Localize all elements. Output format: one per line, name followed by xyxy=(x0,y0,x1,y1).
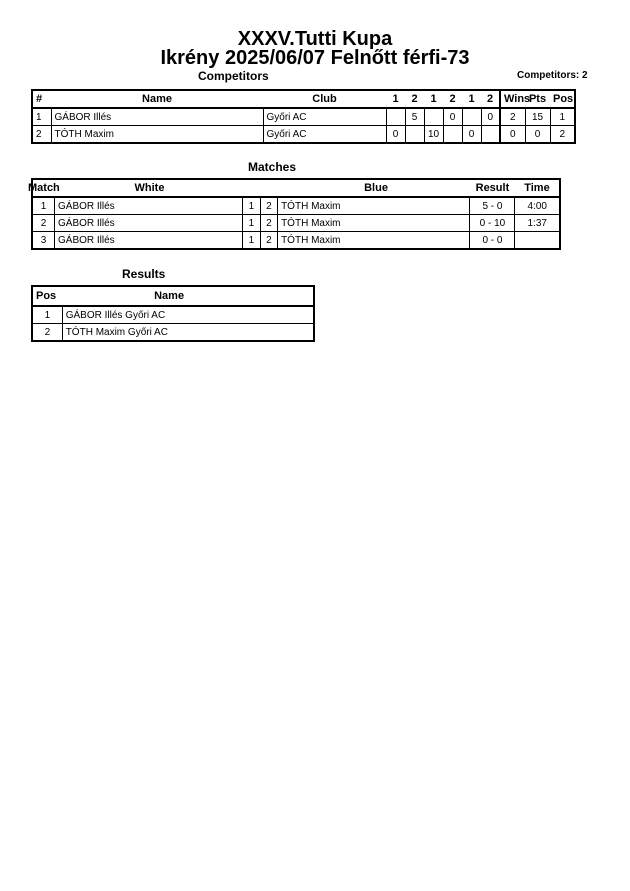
match-number: 2 xyxy=(32,215,55,232)
round-score xyxy=(386,108,405,126)
results-header-row xyxy=(32,286,314,306)
competitor-num: 2 xyxy=(32,126,51,144)
competitor-wins: 0 xyxy=(500,126,525,144)
white-competitor: GÁBOR Illés xyxy=(55,215,243,232)
match-time xyxy=(515,232,560,250)
col-header-club: Club xyxy=(263,90,386,108)
blue-competitor: TÓTH Maxim xyxy=(278,215,470,232)
round-score: 10 xyxy=(424,126,443,144)
round-score xyxy=(481,126,500,144)
match-result: 0 - 10 xyxy=(470,215,515,232)
table-row xyxy=(32,215,560,232)
competitor-wins: 2 xyxy=(500,108,525,126)
col-header-match: Match xyxy=(27,179,50,197)
col-header-round: 2 xyxy=(405,90,424,108)
competitor-name: TÓTH Maxim xyxy=(51,126,263,144)
competitors-heading: Competitors xyxy=(198,69,269,83)
white-competitor: GÁBOR Illés xyxy=(55,197,243,215)
table-row xyxy=(32,108,575,126)
match-number: 1 xyxy=(32,197,55,215)
competitors-count: Competitors: 2 xyxy=(517,70,588,81)
col-header-pos: Pos xyxy=(550,90,575,108)
result-pos: 1 xyxy=(32,306,62,324)
col-header-white: White xyxy=(55,179,278,197)
col-header-round: 1 xyxy=(386,90,405,108)
competitor-club: Győri AC xyxy=(263,108,386,126)
match-result: 5 - 0 xyxy=(470,197,515,215)
round-score: 0 xyxy=(443,108,462,126)
round-score: 0 xyxy=(481,108,500,126)
white-competitor: GÁBOR Illés xyxy=(55,232,243,250)
table-row xyxy=(32,324,314,342)
col-header-name: Name xyxy=(51,90,263,108)
round-score: 5 xyxy=(405,108,424,126)
blue-number: 2 xyxy=(260,232,277,250)
result-name: GÁBOR Illés Győri AC xyxy=(62,306,314,324)
matches-header-row xyxy=(32,179,560,197)
table-row xyxy=(32,306,314,324)
white-number: 1 xyxy=(243,232,260,250)
col-header-wins: Wins xyxy=(500,90,525,108)
competitor-club: Győri AC xyxy=(263,126,386,144)
page-subtitle: Ikrény 2025/06/07 Felnőtt férfi-73 xyxy=(160,47,470,69)
competitor-pts: 0 xyxy=(525,126,550,144)
round-score xyxy=(424,108,443,126)
blue-number: 2 xyxy=(260,215,277,232)
matches-heading: Matches xyxy=(248,160,297,174)
competitor-pos: 2 xyxy=(550,126,575,144)
col-header-pos: Pos xyxy=(32,286,62,306)
col-header-num: # xyxy=(32,90,51,108)
matches-table xyxy=(28,178,561,250)
round-score: 0 xyxy=(462,126,481,144)
competitors-table xyxy=(31,89,576,144)
col-header-time: Time xyxy=(515,179,560,197)
col-header-blue: Blue xyxy=(278,179,470,197)
competitor-name: GÁBOR Illés xyxy=(51,108,263,126)
col-header-round: 1 xyxy=(424,90,443,108)
round-score: 0 xyxy=(386,126,405,144)
competitor-pts: 15 xyxy=(525,108,550,126)
table-row xyxy=(32,232,560,250)
col-header-name: Name xyxy=(62,286,314,306)
match-result: 0 - 0 xyxy=(470,232,515,250)
competitors-header-row xyxy=(32,90,575,108)
match-time: 1:37 xyxy=(515,215,560,232)
table-row xyxy=(32,126,575,144)
col-header-pts: Pts xyxy=(525,90,550,108)
match-number: 3 xyxy=(32,232,55,250)
col-header-round: 2 xyxy=(443,90,462,108)
page-title: XXXV.Tutti Kupa xyxy=(237,28,393,50)
results-table xyxy=(31,285,315,342)
white-number: 1 xyxy=(243,215,260,232)
result-name: TÓTH Maxim Győri AC xyxy=(62,324,314,342)
blue-number: 2 xyxy=(260,197,277,215)
col-header-round: 1 xyxy=(462,90,481,108)
white-number: 1 xyxy=(243,197,260,215)
round-score xyxy=(443,126,462,144)
results-heading: Results xyxy=(122,267,166,281)
blue-competitor: TÓTH Maxim xyxy=(278,197,470,215)
blue-competitor: TÓTH Maxim xyxy=(278,232,470,250)
table-row xyxy=(32,197,560,215)
col-header-result: Result xyxy=(470,179,515,197)
competitor-num: 1 xyxy=(32,108,51,126)
col-header-round: 2 xyxy=(481,90,500,108)
competitor-pos: 1 xyxy=(550,108,575,126)
match-time: 4:00 xyxy=(515,197,560,215)
round-score xyxy=(462,108,481,126)
round-score xyxy=(405,126,424,144)
result-pos: 2 xyxy=(32,324,62,342)
